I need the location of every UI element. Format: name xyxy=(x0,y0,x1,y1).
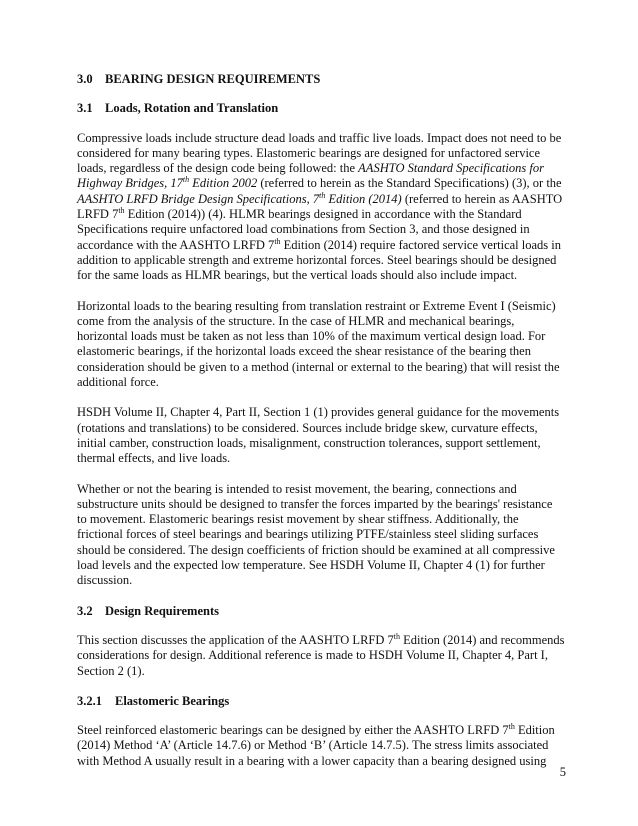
paragraph-compressive-loads: Compressive loads include structure dead loads and traffic live loads. Impact does not need to be considered for many bearing types. Elastomeric bearings are designed for unfactored service loads, regardless of the design code being followed: the AASHTO Standard Specifications for Highway Bridges, 17th Edition 2002 (referred to herein as the Standard Specifications) (3), or the AASHTO LRFD Bridge Design Specifications, 7th Edition (2014) (referred to herein as AASHTO LRFD 7th Edition (2014)) (4). HLMR bearings designed in accordance with the Standard Specifications require unfactored load combinations from Section 3, and those designed in accordance with the AASHTO LRFD 7th Edition (2014) require factored service vertical loads in addition to applicable strength and extreme horizontal forces. Steel bearings should be designed for the same loads as HLMR bearings, but the vertical loads should also include impact. xyxy=(77,130,563,283)
paragraph-horizontal-loads: Horizontal loads to the bearing resulting from translation restraint or Extreme Event I (Seismic) come from the analysis of the structure. In the case of HLMR and mechanical bearings, horizontal loads must be taken as not less than 10% of the maximum vertical design load. For elastomeric bearings, if the horizontal loads exceed the shear resistance of the bearing then consideration should be given to a method (internal or external to the bearing) that will resist the additional force. xyxy=(77,298,560,390)
section-3-heading xyxy=(77,72,565,87)
section-3-2-1-heading xyxy=(77,694,565,709)
section-title: Loads, Rotation and Translation xyxy=(105,101,279,116)
paragraph-movement-resistance: Whether or not the bearing is intended to resist movement, the bearing, connections and substructure units should be designed to transfer the forces imparted by the bearings' resistance to movement. Elastomeric bearings resist movement by shear stiffness. Additionally, the frictional forces of steel bearings and bearings utilizing PTFE/stainless steel sliding surfaces should be considered. The design coefficients of friction should be examined at all compressive load levels and the expected low temperature. See HSDH Volume II, Chapter 4 (1) for further discussion. xyxy=(77,481,555,588)
paragraph-design-requirements: This section discusses the application of the AASHTO LRFD 7th Edition (2014) and recommends considerations for design. Additional reference is made to HSDH Volume II, Chapter 4, Part I, Section 2 (1). xyxy=(77,631,565,678)
section-title: Elastomeric Bearings xyxy=(115,693,230,708)
paragraph-hsdh-guidance: HSDH Volume II, Chapter 4, Part II, Section 1 (1) provides general guidance for the movements (rotations and translations) to be considered. Sources include bridge skew, curvature effects, initial camber, construction loads, misalignment, construction tolerances, support settlement, thermal effects, and live loads. xyxy=(77,405,560,466)
section-number: 3.2.1 xyxy=(77,693,102,708)
page-content xyxy=(77,72,565,769)
section-3-2-heading xyxy=(77,604,565,619)
section-number: 3.2 xyxy=(77,603,93,618)
section-number: 3.1 xyxy=(77,101,93,116)
section-3-1-heading xyxy=(77,101,565,116)
paragraph-elastomeric-bearings: Steel reinforced elastomeric bearings can be designed by either the AASHTO LRFD 7th Edition (2014) Method ‘A’ (Article 14.7.6) or Method ‘B’ (Article 14.7.5). The stress limits associated with Method A usually result in a bearing with a lower capacity than a bearing designed using xyxy=(77,722,555,768)
page-number: 5 xyxy=(559,765,566,779)
section-title: BEARING DESIGN REQUIREMENTS xyxy=(105,72,321,86)
section-number: 3.0 xyxy=(77,72,93,86)
section-title: Design Requirements xyxy=(105,603,220,618)
